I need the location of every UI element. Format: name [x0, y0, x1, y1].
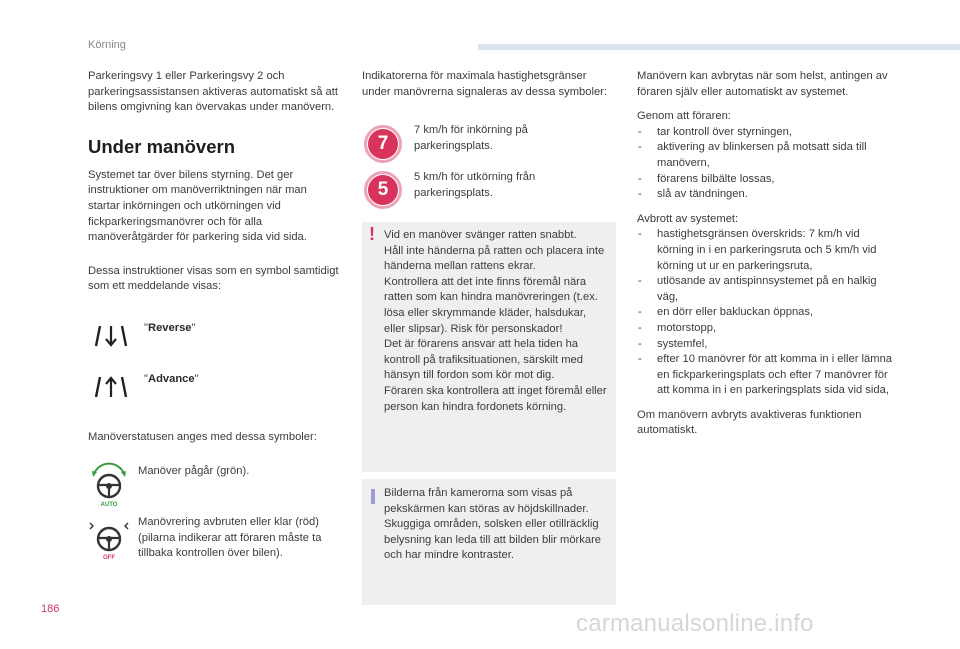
speed-limit-5-text: 5 km/h för utkörning från parkeringsplats. — [414, 171, 536, 199]
column-right — [637, 69, 895, 439]
speed-limit-7-text: 7 km/h för inkörning på parkeringsplats. — [414, 124, 528, 152]
speed-limit-5-icon: 5 — [368, 175, 398, 205]
warning-box — [362, 222, 616, 472]
warning-line: Kontrollera att det inte finns föremål nära ratten som kan hindra manövreringen (t.ex. lösa eller skrymmande kläder, halsdukar, eller slipsar). Risk för personskador! — [384, 275, 598, 335]
instructions-paragraph: Dessa instruktioner visas som en symbol samtidigt som ett meddelande visas: — [88, 264, 339, 293]
list-item: - förarens bilbälte lossas, — [637, 172, 895, 188]
warning-line: Det är förarens ansvar att hela tiden ha kontroll på trafiksituationen, särskilt med hänsyn till fordon som kör mot dig. — [384, 338, 583, 382]
warning-line: Föraren ska kontrollera att inget föremål eller person kan hindra fordonets körning. — [384, 384, 607, 413]
reverse-label: "Reverse" — [144, 322, 196, 334]
page-number: 186 — [41, 603, 60, 615]
warning-line: Håll inte händerna på ratten och placera inte händerna mellan rattens ekrar. — [384, 244, 605, 273]
speed-limit-7-icon: 7 — [368, 129, 398, 159]
list-item: - hastighetsgränsen överskrids: 7 km/h vid körning in i en parkeringsruta och 5 km/h vid körning ut ur en parkeringsruta, — [637, 227, 895, 274]
list-item: - aktivering av blinkersen på motsatt sida till manövern, — [637, 140, 895, 171]
list-item: - tar kontroll över styrningen, — [637, 125, 895, 141]
steering-wheel-auto-icon — [88, 462, 130, 508]
list-item: - slå av tändningen. — [637, 187, 895, 203]
section-label: Körning — [88, 39, 126, 51]
system-heading: Avbrott av systemet: — [637, 212, 739, 225]
svg-text:AUTO: AUTO — [100, 502, 118, 508]
warning-icon: ! — [369, 224, 375, 244]
list-item: - utlösande av antispinnsystemet på en halkig väg, — [637, 274, 895, 305]
deactivation-paragraph: Om manövern avbryts avaktiveras funktionen automatiskt. — [637, 408, 862, 437]
warning-line: Vid en manöver svänger ratten snabbt. — [384, 229, 577, 241]
status-on-row — [88, 462, 249, 508]
advance-arrow-icon — [88, 371, 134, 401]
steering-wheel-off-icon — [88, 515, 130, 561]
list-item: - systemfel, — [637, 337, 895, 353]
system-list — [637, 227, 895, 399]
info-box — [362, 479, 616, 605]
list-item: - en dörr eller bakluckan öppnas, — [637, 305, 895, 321]
driver-heading: Genom att föraren: — [637, 110, 731, 123]
status-off-text: Manövrering avbruten eller klar (röd) (pilarna indikerar att föraren måste ta tillbaka kontrollen över bilen). — [138, 516, 322, 560]
info-text: Bilderna från kamerorna som visas på pekskärmen kan störas av höjdskillnader. Skuggiga områden, solsken eller otillräcklig belysning kan leda till att bilden blir mörkare och har mindre kontraster. — [384, 487, 602, 562]
speed-intro: Indikatorerna för maximala hastighetsgränser under manövrerna signaleras av dessa symboler: — [362, 70, 608, 98]
watermark: carmanualsonline.info — [576, 610, 814, 637]
status-off-row — [88, 515, 342, 562]
status-intro: Manöverstatusen anges med dessa symboler: — [88, 431, 317, 443]
status-on-text: Manöver pågår (grön). — [138, 465, 250, 477]
list-item: - efter 10 manövrer för att komma in i eller lämna en fickparkeringsplats och efter 7 manövrer för att komma in i en parkeringsplats sida vid sida, — [637, 352, 895, 399]
info-icon — [371, 489, 375, 504]
driver-list — [637, 125, 895, 203]
advance-label: "Advance" — [144, 373, 199, 385]
reverse-symbol-row — [88, 320, 196, 350]
section-heading: Under manövern — [88, 135, 236, 157]
advance-symbol-row — [88, 371, 199, 401]
column-left — [88, 69, 340, 295]
list-item: - motorstopp, — [637, 321, 895, 337]
reverse-arrow-icon — [88, 320, 134, 350]
steering-paragraph: Systemet tar över bilens styrning. Det ger instruktioner om manöverriktningen när man startar inkörningen och utkörningen vid fickparkeringsmanövrer och för alla manöveråtgärder för parkering sida vid sida. — [88, 168, 307, 244]
header-bar — [478, 44, 960, 50]
intro-paragraph: Parkeringsvy 1 eller Parkeringsvy 2 och parkeringsassistansen aktiveras automatiskt så att bilens omgivning kan övervakas under manövern. — [88, 70, 338, 114]
interrupt-paragraph: Manövern kan avbrytas när som helst, antingen av föraren själv eller automatiskt av systemet. — [637, 70, 888, 98]
svg-text:OFF: OFF — [103, 555, 115, 561]
